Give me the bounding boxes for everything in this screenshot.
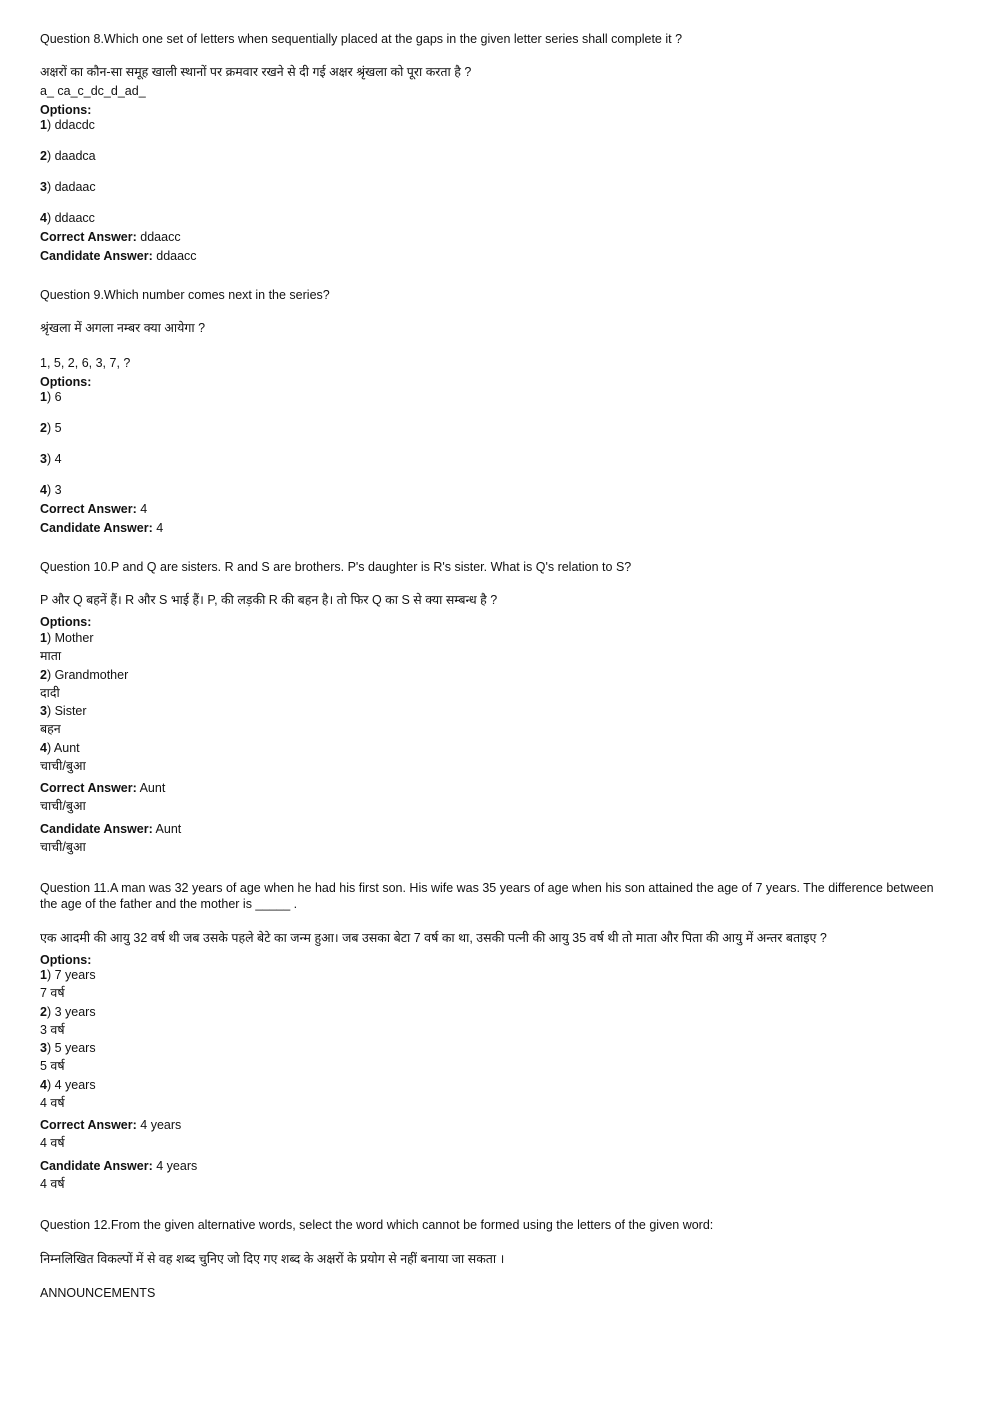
- q10-correct-answer-hindi: चाची/बुआ: [40, 799, 86, 813]
- q11-option-4-hindi: 4 वर्ष: [40, 1096, 65, 1110]
- options-label: Options:: [40, 615, 92, 629]
- q9-option-3: 3) 4: [40, 452, 62, 466]
- q10-option-2: 2) Grandmother: [40, 668, 129, 682]
- q8-option-3: 3) dadaac: [40, 180, 96, 194]
- question-11-hindi: एक आदमी की आयु 32 वर्ष थी जब उसके पहले बेटे का जन्म हुआ। जब उसका बेटा 7 वर्ष का था, उसकी पत्नी की आयु 35 वर्ष थी तो माता और पिता की आयु में अन्तर बताइए ?: [40, 931, 827, 945]
- q11-correct-answer-hindi: 4 वर्ष: [40, 1136, 65, 1150]
- q9-candidate-answer: Candidate Answer: 4: [40, 521, 164, 535]
- question-9-series: 1, 5, 2, 6, 3, 7, ?: [40, 356, 131, 370]
- q10-candidate-answer: Candidate Answer: Aunt: [40, 822, 182, 836]
- question-9-text: Question 9.Which number comes next in the series?: [40, 288, 330, 302]
- q8-correct-answer: Correct Answer: ddaacc: [40, 230, 181, 244]
- q11-option-4: 4) 4 years: [40, 1078, 96, 1092]
- question-8-series: a_ ca_c_dc_d_ad_: [40, 84, 146, 98]
- q10-option-3: 3) Sister: [40, 704, 87, 718]
- q11-candidate-answer-hindi: 4 वर्ष: [40, 1177, 65, 1191]
- q8-option-1: 1) ddacdc: [40, 118, 95, 132]
- q10-option-4: 4) Aunt: [40, 741, 80, 755]
- q11-option-3-hindi: 5 वर्ष: [40, 1059, 65, 1073]
- q8-option-4: 4) ddaacc: [40, 211, 95, 225]
- q10-candidate-answer-hindi: चाची/बुआ: [40, 840, 86, 854]
- q11-candidate-answer: Candidate Answer: 4 years: [40, 1159, 198, 1173]
- q11-option-3: 3) 5 years: [40, 1041, 96, 1055]
- q8-option-2: 2) daadca: [40, 149, 96, 163]
- q9-option-2: 2) 5: [40, 421, 62, 435]
- q11-correct-answer: Correct Answer: 4 years: [40, 1118, 182, 1132]
- q10-option-3-hindi: बहन: [40, 722, 61, 736]
- q8-candidate-answer: Candidate Answer: ddaacc: [40, 249, 197, 263]
- q10-option-1-hindi: माता: [40, 649, 62, 663]
- q9-correct-answer: Correct Answer: 4: [40, 502, 148, 516]
- options-label: Options:: [40, 375, 92, 389]
- q10-correct-answer: Correct Answer: Aunt: [40, 781, 166, 795]
- q9-option-4: 4) 3: [40, 483, 62, 497]
- question-10-hindi: P और Q बहनें हैं। R और S भाई हैं। P, की लड़की R की बहन है। तो फिर Q का S से क्या सम्बन्ध है ?: [40, 593, 498, 607]
- question-10-text: Question 10.P and Q are sisters. R and S are brothers. P's daughter is R's sister. What is Q's relation to S?: [40, 560, 632, 574]
- question-9-hindi: श्रृंखला में अगला नम्बर क्या आयेगा ?: [40, 321, 206, 335]
- q11-option-2-hindi: 3 वर्ष: [40, 1023, 65, 1037]
- q11-option-1-hindi: 7 वर्ष: [40, 986, 65, 1000]
- question-12-hindi: निम्नलिखित विकल्पों में से वह शब्द चुनिए जो दिए गए शब्द के अक्षरों के प्रयोग से नहीं बनाया जा सकता ।: [40, 1252, 505, 1266]
- question-8-hindi: अक्षरों का कौन-सा समूह खाली स्थानों पर क्रमवार रखने से दी गई अक्षर श्रृंखला को पूरा करता है ?: [40, 65, 472, 79]
- question-12-word: ANNOUNCEMENTS: [40, 1286, 156, 1300]
- question-12-text: Question 12.From the given alternative words, select the word which cannot be formed using the letters of the given word:: [40, 1218, 714, 1232]
- question-8-text: Question 8.Which one set of letters when sequentially placed at the gaps in the given letter series shall complete it ?: [40, 32, 683, 46]
- q11-option-1: 1) 7 years: [40, 968, 96, 982]
- options-label: Options:: [40, 953, 92, 967]
- q10-option-2-hindi: दादी: [40, 686, 60, 700]
- q11-option-2: 2) 3 years: [40, 1005, 96, 1019]
- q10-option-4-hindi: चाची/बुआ: [40, 759, 86, 773]
- q10-option-1: 1) Mother: [40, 631, 94, 645]
- q9-option-1: 1) 6: [40, 390, 62, 404]
- options-label: Options:: [40, 103, 92, 117]
- question-11-text: Question 11.A man was 32 years of age when he had his first son. His wife was 35 years of age when his son attained the age of 7 years. The difference between the age of the father and the mother is _____ .: [40, 881, 934, 911]
